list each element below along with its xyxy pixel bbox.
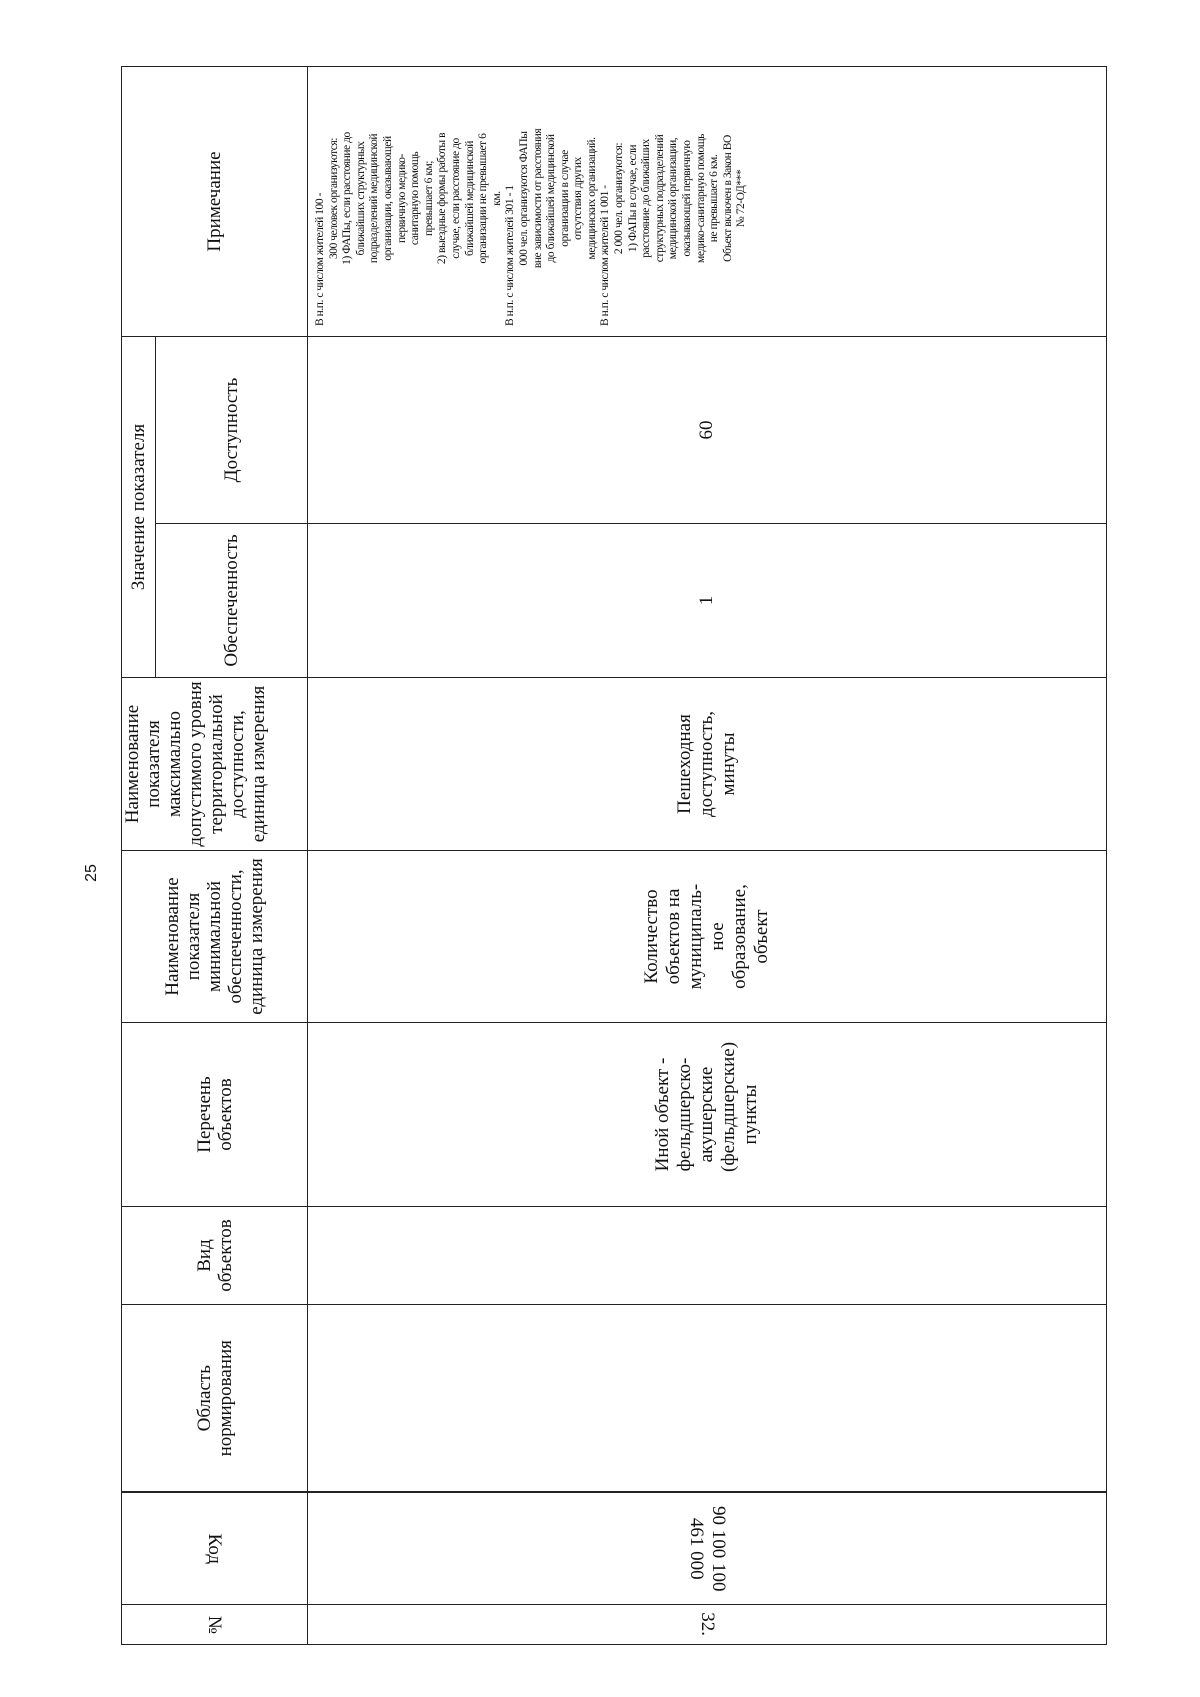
- header-list-text: Перечень объектов: [193, 1076, 236, 1153]
- cell-code-text: 90 100 100 461 000: [686, 1506, 729, 1592]
- note-line: 2) выездные формы работы в: [436, 132, 449, 265]
- note-block-1: [314, 71, 504, 326]
- note-line: Объект включен в Закон ВО: [721, 135, 734, 262]
- header-max-access-text: Наименование показателя максимально допустимого уровня территориальной доступности, единица измерения: [122, 681, 269, 847]
- note-line: организации, оказывающей: [381, 136, 394, 261]
- note-line: км.: [490, 191, 503, 206]
- cell-kind: [308, 1207, 1107, 1305]
- header-kind-text: Вид объектов: [193, 1219, 236, 1292]
- note-line: санитарную помощь: [409, 151, 422, 246]
- header-min-provision-text: Наименование показателя минимальной обеспеченности, единица измерения: [162, 858, 267, 1015]
- note-line: медико-санитарную помощь: [694, 134, 707, 263]
- header-note: [122, 66, 308, 336]
- cell-list: [308, 1023, 1107, 1207]
- note-line: структурных подразделений: [653, 134, 666, 263]
- note-line: В н.п. с числом жителей 301 - 1: [504, 185, 517, 326]
- note-line: ближайшей медицинской: [463, 141, 476, 256]
- note-line: превышает 6 км;: [422, 160, 435, 237]
- cell-min-provision-text: Количество объектов на муниципаль-ное образование, объект: [641, 883, 772, 990]
- cell-area: [308, 1305, 1107, 1493]
- note-line: № 72-ОД***: [735, 169, 748, 228]
- note-line: подразделений медицинской: [368, 133, 381, 264]
- cell-list-text: Иной объект - фельдшерско-акушерские (фельдшерские) пункты: [652, 1041, 761, 1172]
- note-line: 300 человек организуются:: [327, 137, 340, 260]
- note-line: первичную медико-: [395, 154, 408, 243]
- row-number-strip: [121, 1645, 1106, 1673]
- cell-note: [308, 66, 1107, 336]
- note-line: до ближайшей медицинской: [545, 134, 558, 263]
- header-max-access: [122, 678, 308, 851]
- header-provision: [156, 524, 308, 678]
- header-value-group-text: Значение показателя: [128, 423, 149, 591]
- cell-num: [308, 1605, 1107, 1645]
- header-provision-text: Обеспеченность: [221, 534, 242, 667]
- note-block-2: [504, 71, 599, 326]
- cell-num-text: 32.: [697, 1612, 718, 1637]
- note-line: вне зависимости от расстояния: [531, 128, 544, 269]
- note-line: В н.п. с числом жителей 100 -: [314, 193, 326, 326]
- note-line: организации в случае: [558, 150, 571, 247]
- note-line: 000 чел. организуются ФАПы: [517, 131, 530, 266]
- cell-access: [308, 336, 1107, 523]
- header-area: [122, 1305, 308, 1493]
- cell-max-access: [308, 678, 1107, 851]
- header-note-text: Примечание: [204, 151, 225, 252]
- note-line: не превышает 6 км.: [708, 154, 721, 243]
- note-line: расстояние до ближайших: [640, 139, 653, 258]
- cell-provision: [308, 524, 1107, 678]
- note-line: В н.п. с числом жителей 1 001 -: [599, 185, 612, 326]
- note-line: 1) ФАПы, если расстояние до: [341, 132, 354, 265]
- note-line: организации не превышает 6: [477, 133, 490, 264]
- note-block-3: [599, 71, 749, 326]
- note-line: медицинских организаций.: [585, 137, 598, 260]
- header-access-text: Доступность: [221, 377, 242, 483]
- note-line: 2 000 чел. организуются:: [613, 142, 626, 255]
- note-line: ближайших структурных: [354, 141, 367, 256]
- cell-access-text: 60: [696, 420, 717, 440]
- note-line: отсутствия других: [572, 157, 585, 240]
- cell-min-provision: [308, 851, 1107, 1023]
- header-code-text: Код: [204, 1533, 225, 1564]
- header-kind: [122, 1207, 308, 1305]
- header-access: [156, 336, 308, 523]
- cell-code: [308, 1493, 1107, 1605]
- cell-max-access-text: Пешеходная доступность, минуты: [674, 710, 739, 818]
- note-line: медицинской организации,: [667, 137, 680, 260]
- header-list: [122, 1023, 308, 1207]
- rotated-table-container: [121, 67, 1106, 1645]
- note-line: случае, если расстояние до: [449, 138, 462, 259]
- header-min-provision: [122, 851, 308, 1023]
- note-line: 1) ФАПы в случае, если: [626, 144, 639, 253]
- cell-provision-text: 1: [696, 595, 717, 606]
- header-code: [122, 1493, 308, 1605]
- header-num: [122, 1605, 308, 1645]
- norms-table: [121, 66, 1107, 1645]
- header-area-text: Область нормирования: [193, 1340, 236, 1457]
- header-num-text: №: [204, 1615, 225, 1634]
- page-number: 25: [83, 864, 100, 882]
- note-line: оказывающей первичную: [681, 140, 694, 257]
- header-value-group: [122, 336, 156, 677]
